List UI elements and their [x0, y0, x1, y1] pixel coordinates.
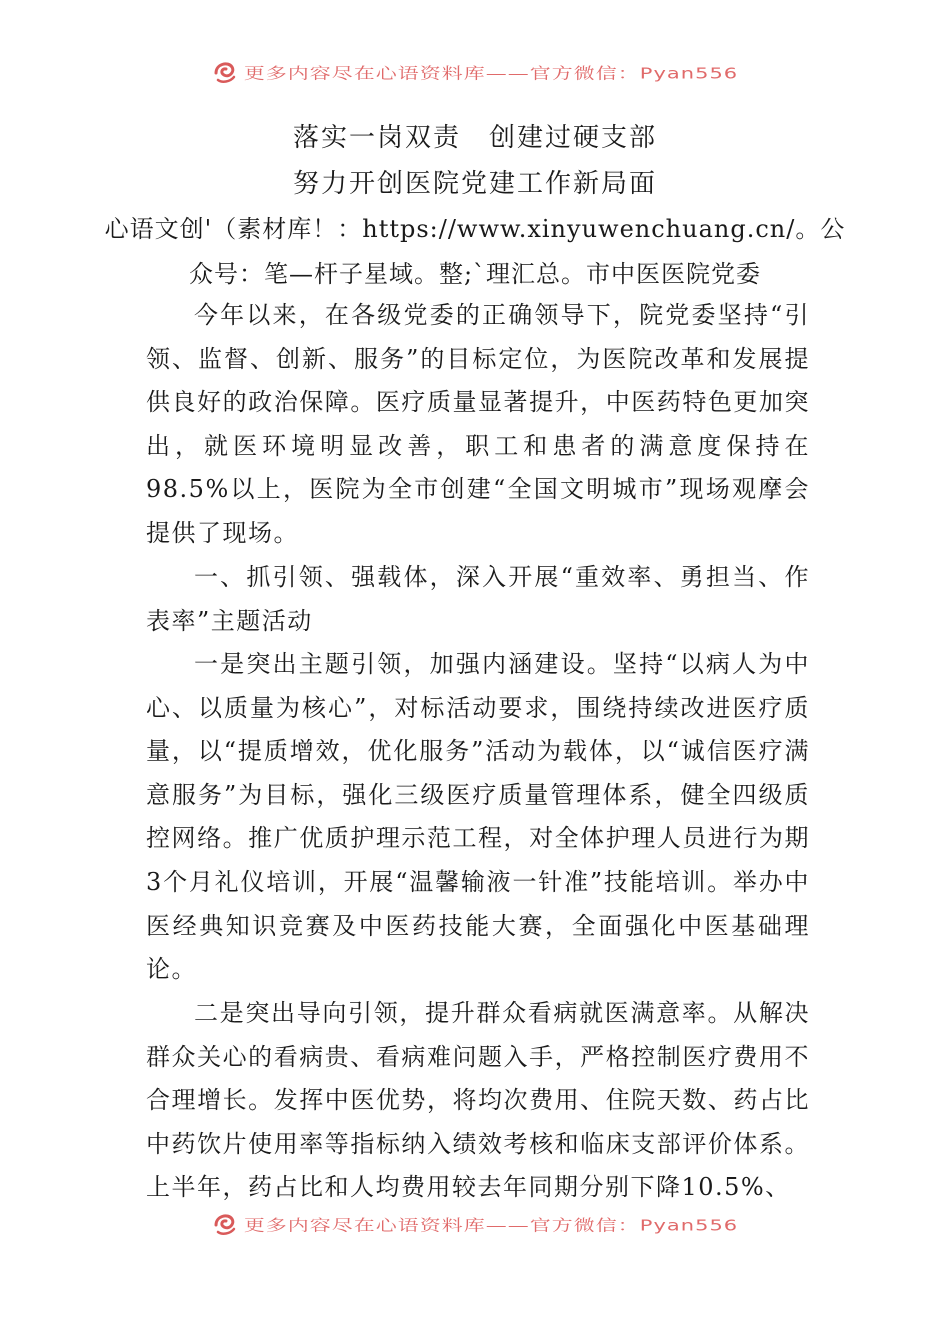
- document-title-line-1: 落实一岗双责 创建过硬支部: [292, 123, 657, 153]
- watermark-banner-bottom: [0, 1206, 950, 1240]
- swirl-logo-icon: [212, 1210, 238, 1236]
- paragraph-point-2: 二是突出导向引领，提升群众看病就医满意率。从解决群众关心的看病贵、看病难问题入手，严格控制医疗费用不合理增长。发挥中医优势，将均次费用、住院天数、药占比中药饮片使用率等指标纳入绩效考核和临床支部评价体系。上半年，药占比和人均费用较去年同期分别下降10.5%、: [146, 999, 810, 1202]
- watermark-text: 更多内容尽在心语资料库——官方微信：Pyan556: [243, 1216, 739, 1235]
- paragraph-point-1: 一是突出主题引领，加强内涵建设。坚持“以病人为中心、以质量为核心”，对标活动要求，围绕持续改进医疗质量，以“提质增效，优化服务”活动为载体，以“诚信医疗满意服务”为目标，强化三级医疗质量管理体系，健全四级质控网络。推广优质护理示范工程，对全体护理人员进行为期3个月礼仪培训，开展“温馨输液一针准”技能培训。举办中医经典知识竞赛及中医药技能大赛，全面强化中医基础理论。: [146, 650, 810, 984]
- paragraph-intro: 今年以来，在各级党委的正确领导下，院党委坚持“引领、监督、创新、服务”的目标定位，为医院改革和发展提供良好的政治保障。医疗质量显著提升，中医药特色更加突出，就医环境明显改善，职工和患者的满意度保持在98.5%以上，医院为全市创建“全国文明城市”现场观摩会提供了现场。: [146, 301, 810, 547]
- swirl-logo-icon: [212, 58, 238, 84]
- watermark-banner-top: [0, 54, 950, 88]
- source-line-1: 心语文创'（素材库！：https://www.xinyuwenchuang.cn/。公: [104, 215, 846, 243]
- document-title-line-2: 努力开创医院党建工作新局面: [292, 169, 657, 199]
- watermark-text: 更多内容尽在心语资料库——官方微信：Pyan556: [243, 64, 739, 83]
- section-heading-1: 一、抓引领、强载体，深入开展“重效率、勇担当、作表率”主题活动: [146, 563, 810, 635]
- source-line-2: 众号：笔—杆子星域。整;`理汇总。市中医医院党委: [188, 260, 762, 288]
